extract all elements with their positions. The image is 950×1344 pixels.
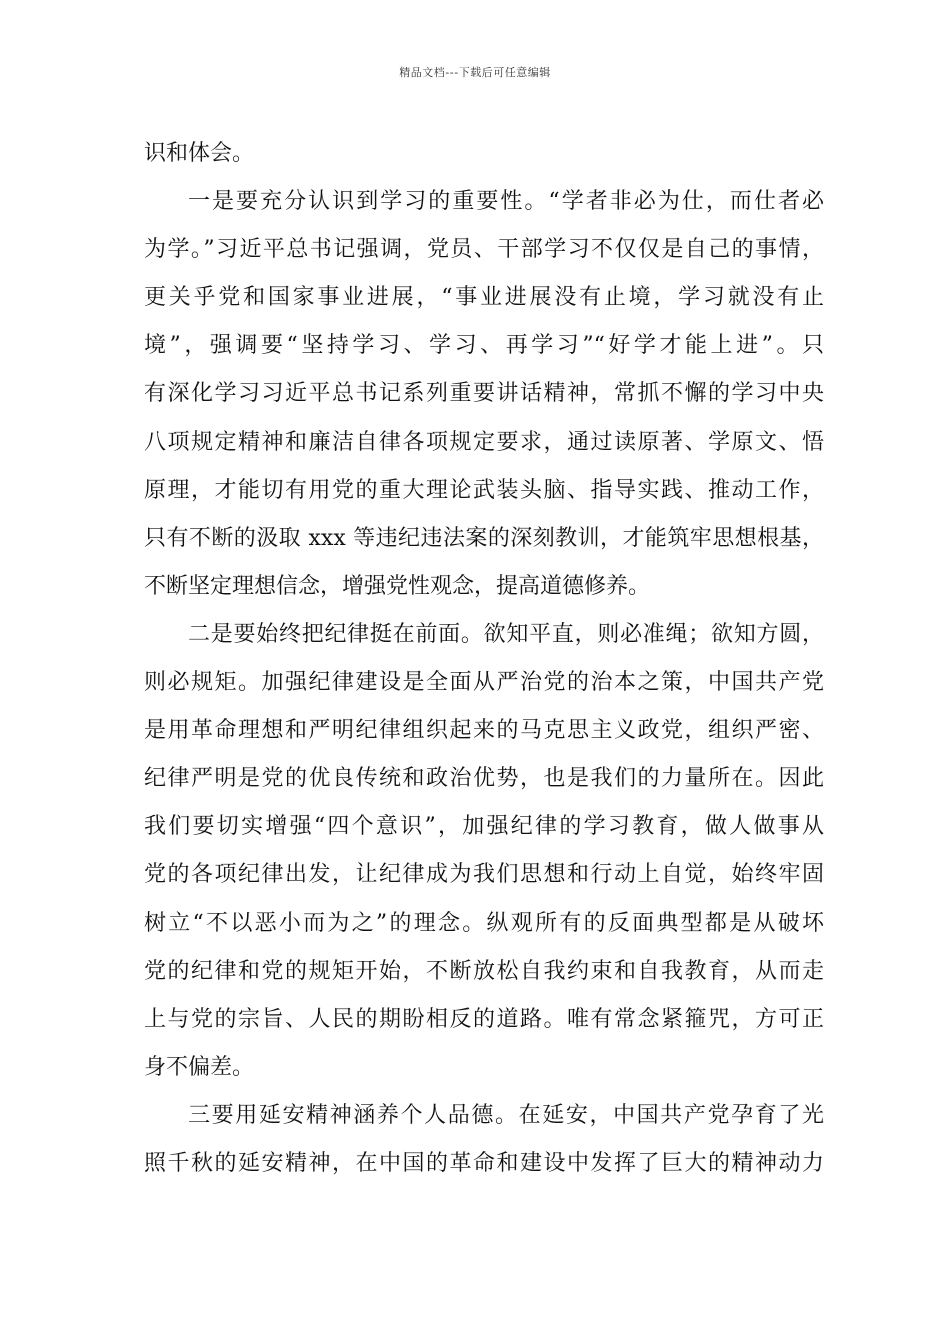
text-line: 一是要充分认识到学习的重要性。“学者非必为仕，而仕者必: [188, 189, 824, 215]
text-line: 为学。”习近平总书记强调，党员、干部学习不仅仅是自己的事情，: [144, 237, 824, 263]
text-line: 只有不断的汲取 xxx 等违纪违法案的深刻教训，才能筑牢思想根基，: [144, 525, 824, 551]
text-line: 树立“不以恶小而为之”的理念。纵观所有的反面典型都是从破坏: [144, 910, 824, 936]
text-line: 是用革命理想和严明纪律组织起来的马克思主义政党，组织严密、: [144, 718, 824, 744]
text-line: 原理，才能切有用党的重大理论武装头脑、指导实践、推动工作，: [144, 477, 824, 503]
text-line: 则必规矩。加强纪律建设是全面从严治党的治本之策，中国共产党: [144, 670, 824, 696]
text-line: 境”，强调要“坚持学习、学习、再学习”“好学才能上进”。只: [144, 333, 824, 359]
text-line: 八项规定精神和廉洁自律各项规定要求，通过读原著、学原文、悟: [144, 429, 824, 455]
text-line: 照千秋的延安精神，在中国的革命和建设中发挥了巨大的精神动力: [144, 1150, 824, 1176]
text-line: 党的纪律和党的规矩开始，不断放松自我约束和自我教育，从而走: [144, 958, 824, 984]
text-line: 三要用延安精神涵养个人品德。在延安，中国共产党孕育了光: [188, 1102, 824, 1128]
document-body: [144, 130, 824, 1188]
text-line: 上与党的宗旨、人民的期盼相反的道路。唯有常念紧箍咒，方可正: [144, 1006, 824, 1032]
text-line: 更关乎党和国家事业进展，“事业进展没有止境，学习就没有止: [144, 285, 824, 311]
page-header: 精品文档---下载后可任意编辑: [399, 66, 551, 79]
text-line: 我们要切实增强“四个意识”，加强纪律的学习教育，做人做事从: [144, 814, 824, 840]
text-line: 识和体会。: [144, 141, 255, 166]
text-line: 二是要始终把纪律挺在前面。欲知平直，则必准绳；欲知方圆，: [188, 621, 824, 647]
text-line: 身不偏差。: [144, 1054, 255, 1080]
text-line: 不断坚定理想信念，增强党性观念，提高道德修养。: [144, 573, 651, 599]
text-line: 党的各项纪律出发，让纪律成为我们思想和行动上自觉，始终牢固: [144, 862, 824, 888]
text-line: 纪律严明是党的优良传统和政治优势，也是我们的力量所在。因此: [144, 766, 824, 792]
text-line: 有深化学习习近平总书记系列重要讲话精神，常抓不懈的学习中央: [144, 381, 824, 407]
